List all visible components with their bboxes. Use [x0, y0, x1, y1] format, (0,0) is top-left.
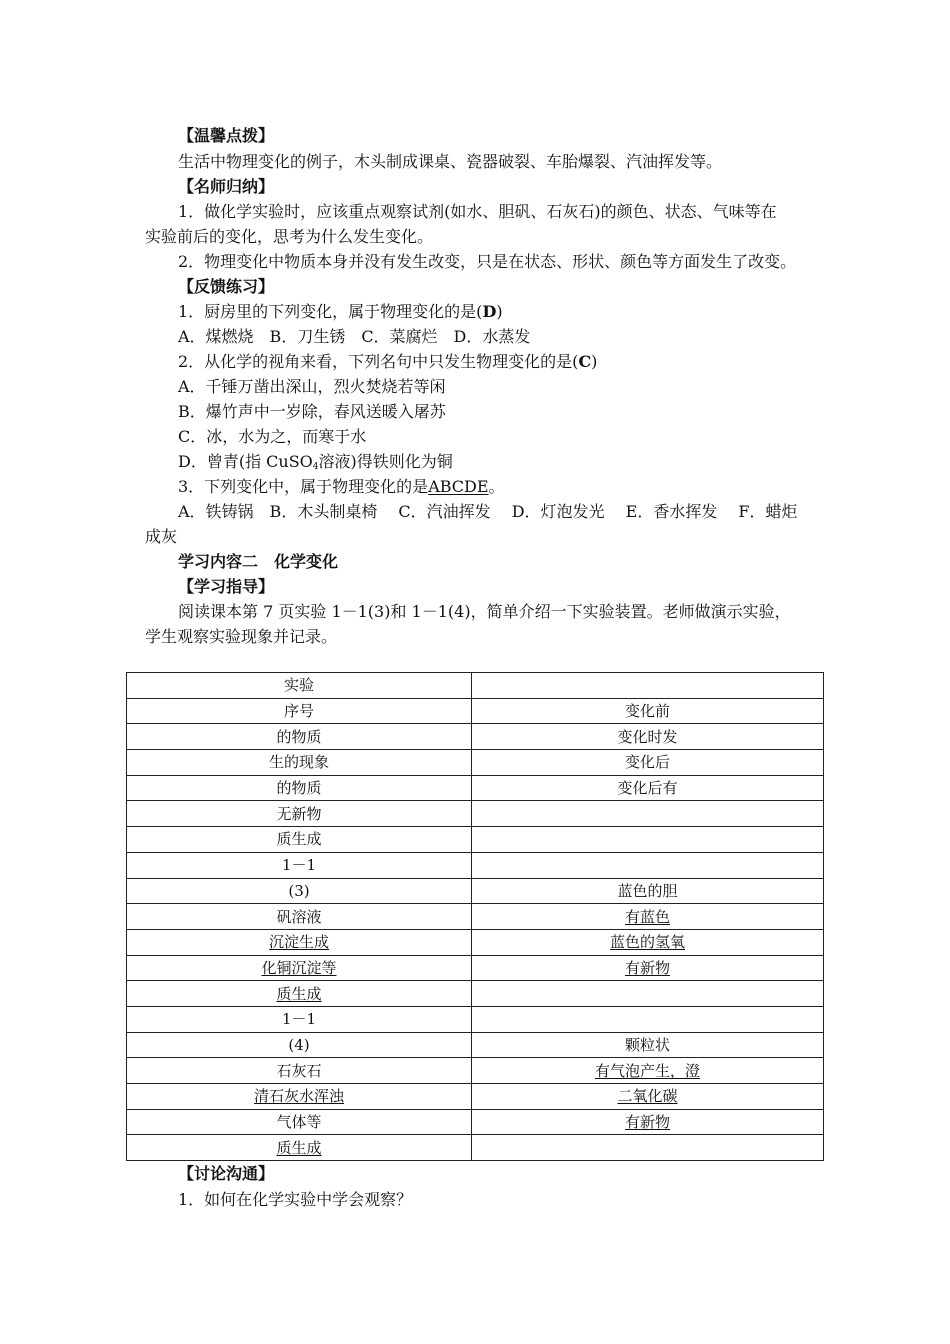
- table-row: [127, 1058, 824, 1084]
- summary-item-1-line-1: 1．做化学实验时，应该重点观察试剂(如水、胆矾、石灰石)的颜色、状态、气味等在: [178, 202, 777, 221]
- table-cell-right: [472, 852, 824, 878]
- table-row: [127, 1109, 824, 1135]
- question-2-option-a: A．千锤万凿出深山，烈火焚烧若等闲: [178, 377, 446, 396]
- table-cell-left: [127, 827, 472, 853]
- table-cell-text: 序号: [283, 702, 314, 721]
- question-2: [178, 351, 597, 373]
- guide-line-2: 学生观察实验现象并记录。: [145, 627, 338, 646]
- summary-item-1-line-2: 实验前后的变化，思考为什么发生变化。: [145, 227, 434, 246]
- discussion-question-1: 1．如何在化学实验中学会观察？: [178, 1190, 413, 1209]
- question-3-options-line-2: 成灰: [145, 527, 178, 546]
- table-row: [127, 698, 824, 724]
- table-cell-right: [472, 904, 824, 930]
- table-row: [127, 1006, 824, 1032]
- table-row: [127, 852, 824, 878]
- table-cell-left: [127, 775, 472, 801]
- table-cell-left: [127, 698, 472, 724]
- table-cell-text: (3): [288, 881, 310, 900]
- table-cell-text: 的物质: [276, 779, 322, 798]
- table-cell-left: [127, 878, 472, 904]
- table-row: [127, 981, 824, 1007]
- table-row: [127, 673, 824, 699]
- table-cell-text: 有新物: [624, 958, 670, 977]
- table-row: [127, 955, 824, 981]
- table-cell-left: [127, 1006, 472, 1032]
- table-row: [127, 1135, 824, 1161]
- table-cell-text: 变化后: [624, 753, 670, 772]
- table-cell-left: [127, 724, 472, 750]
- table-cell-text: 实验: [283, 676, 314, 695]
- table-cell-left: [127, 955, 472, 981]
- question-1-answer: D: [482, 302, 497, 321]
- table-cell-text: 变化时发: [617, 727, 678, 746]
- table-cell-text: 石灰石: [276, 1061, 322, 1080]
- table-cell-right: [472, 1058, 824, 1084]
- table-cell-text: 1－1: [281, 1010, 317, 1029]
- table-cell-left: [127, 929, 472, 955]
- table-cell-text: 蓝色的氢氧: [609, 933, 685, 952]
- table-cell-left: [127, 981, 472, 1007]
- table-cell-text: 变化前: [624, 702, 670, 721]
- table-cell-text: 二氧化碳: [617, 1087, 678, 1106]
- table-cell-text: 质生成: [276, 830, 322, 849]
- table-cell-left: [127, 673, 472, 699]
- table-row: [127, 827, 824, 853]
- table-cell-left: [127, 750, 472, 776]
- question-2-option-d-pre: D．曾青(指 CuSO: [178, 452, 313, 471]
- table-cell-left: [127, 904, 472, 930]
- table-cell-text: 变化后有: [617, 779, 678, 798]
- table-row: [127, 775, 824, 801]
- question-3-stem: 3．下列变化中，属于物理变化的是: [178, 477, 429, 496]
- table-cell-left: [127, 1084, 472, 1110]
- table-cell-text: 质生成: [276, 984, 322, 1003]
- table-cell-text: 矾溶液: [276, 907, 322, 926]
- table-row: [127, 878, 824, 904]
- question-1-stem: 1．厨房里的下列变化，属于物理变化的是(: [178, 302, 483, 321]
- table-cell-right: [472, 878, 824, 904]
- experiment-table: [126, 672, 824, 1161]
- table-cell-right: [472, 1109, 824, 1135]
- table-cell-right: [472, 673, 824, 699]
- discussion-heading: 【讨论沟通】: [178, 1164, 275, 1183]
- table-cell-text: 无新物: [276, 804, 322, 823]
- table-cell-text: 蓝色的胆: [617, 881, 678, 900]
- table-cell-text: 颗粒状: [624, 1035, 670, 1054]
- question-2-option-c: C．冰，水为之，而寒于水: [178, 427, 367, 446]
- table-cell-right: [472, 1135, 824, 1161]
- table-cell-right: [472, 981, 824, 1007]
- question-1-options: A．煤燃烧 B．刀生锈 C．菜腐烂 D．水蒸发: [178, 327, 531, 346]
- table-cell-right: [472, 698, 824, 724]
- table-row: [127, 801, 824, 827]
- question-3-end: 。: [488, 477, 505, 496]
- table-cell-right: [472, 801, 824, 827]
- guide-heading: 【学习指导】: [178, 577, 275, 596]
- question-2-option-d-subscript: 4: [312, 462, 319, 472]
- table-cell-text: (4): [288, 1035, 310, 1054]
- table-cell-text: 气体等: [276, 1113, 322, 1132]
- table-cell-right: [472, 724, 824, 750]
- summary-item-2: 2．物理变化中物质本身并没有发生改变，只是在状态、形状、颜色等方面发生了改变。: [178, 252, 797, 271]
- table-cell-left: [127, 1135, 472, 1161]
- table-cell-text: 生的现象: [268, 753, 329, 772]
- table-cell-left: [127, 1109, 472, 1135]
- table-cell-right: [472, 827, 824, 853]
- table-row: [127, 929, 824, 955]
- question-3-options-line-1: A．铁铸锅 B．木头制桌椅 C．汽油挥发 D．灯泡发光 E．香水挥发 F．蜡炬: [178, 502, 798, 521]
- table-cell-right: [472, 1032, 824, 1058]
- table-cell-text: 有气泡产生，澄: [594, 1061, 700, 1080]
- table-cell-left: [127, 1032, 472, 1058]
- table-cell-left: [127, 1058, 472, 1084]
- table-cell-left: [127, 852, 472, 878]
- table-row: [127, 750, 824, 776]
- table-cell-right: [472, 750, 824, 776]
- section-2-title: 学习内容二 化学变化: [178, 552, 339, 571]
- question-3-answer: ABCDE: [428, 477, 489, 496]
- question-3: [178, 476, 505, 498]
- table-cell-text: 有新物: [624, 1113, 670, 1132]
- tips-heading: 【温馨点拨】: [178, 126, 275, 145]
- table-row: [127, 1032, 824, 1058]
- question-2-option-b: B．爆竹声中一岁除，春风送暖入屠苏: [178, 402, 446, 421]
- table-cell-right: [472, 1084, 824, 1110]
- table-cell-text: 的物质: [276, 727, 322, 746]
- table-cell-left: [127, 801, 472, 827]
- question-2-stem: 2．从化学的视角来看，下列名句中只发生物理变化的是(: [178, 352, 579, 371]
- question-2-close: ): [591, 352, 598, 371]
- table-cell-text: 质生成: [276, 1138, 322, 1157]
- tips-text: 生活中物理变化的例子，木头制成课桌、瓷器破裂、车胎爆裂、汽油挥发等。: [178, 152, 723, 171]
- guide-line-1: 阅读课本第 7 页实验 1－1(3)和 1－1(4)，简单介绍一下实验装置。老师做演示实验，: [178, 602, 791, 621]
- question-1-close: ): [496, 302, 503, 321]
- question-1: [178, 301, 503, 323]
- question-2-option-d-post: 溶液)得铁则化为铜: [318, 452, 453, 471]
- question-2-answer: C: [578, 352, 592, 371]
- table-row: [127, 724, 824, 750]
- practice-heading: 【反馈练习】: [178, 277, 275, 296]
- table-cell-right: [472, 775, 824, 801]
- table-row: [127, 1084, 824, 1110]
- table-cell-text: 沉淀生成: [268, 933, 329, 952]
- table-row: [127, 904, 824, 930]
- table-cell-text: 1－1: [281, 856, 317, 875]
- table-cell-text: 化铜沉淀等: [261, 958, 337, 977]
- question-2-option-d: [178, 451, 453, 478]
- table-cell-text: 有蓝色: [624, 907, 670, 926]
- table-cell-right: [472, 929, 824, 955]
- summary-heading: 【名师归纳】: [178, 177, 275, 196]
- table-cell-text: 清石灰水浑浊: [253, 1087, 344, 1106]
- table-cell-right: [472, 955, 824, 981]
- table-cell-right: [472, 1006, 824, 1032]
